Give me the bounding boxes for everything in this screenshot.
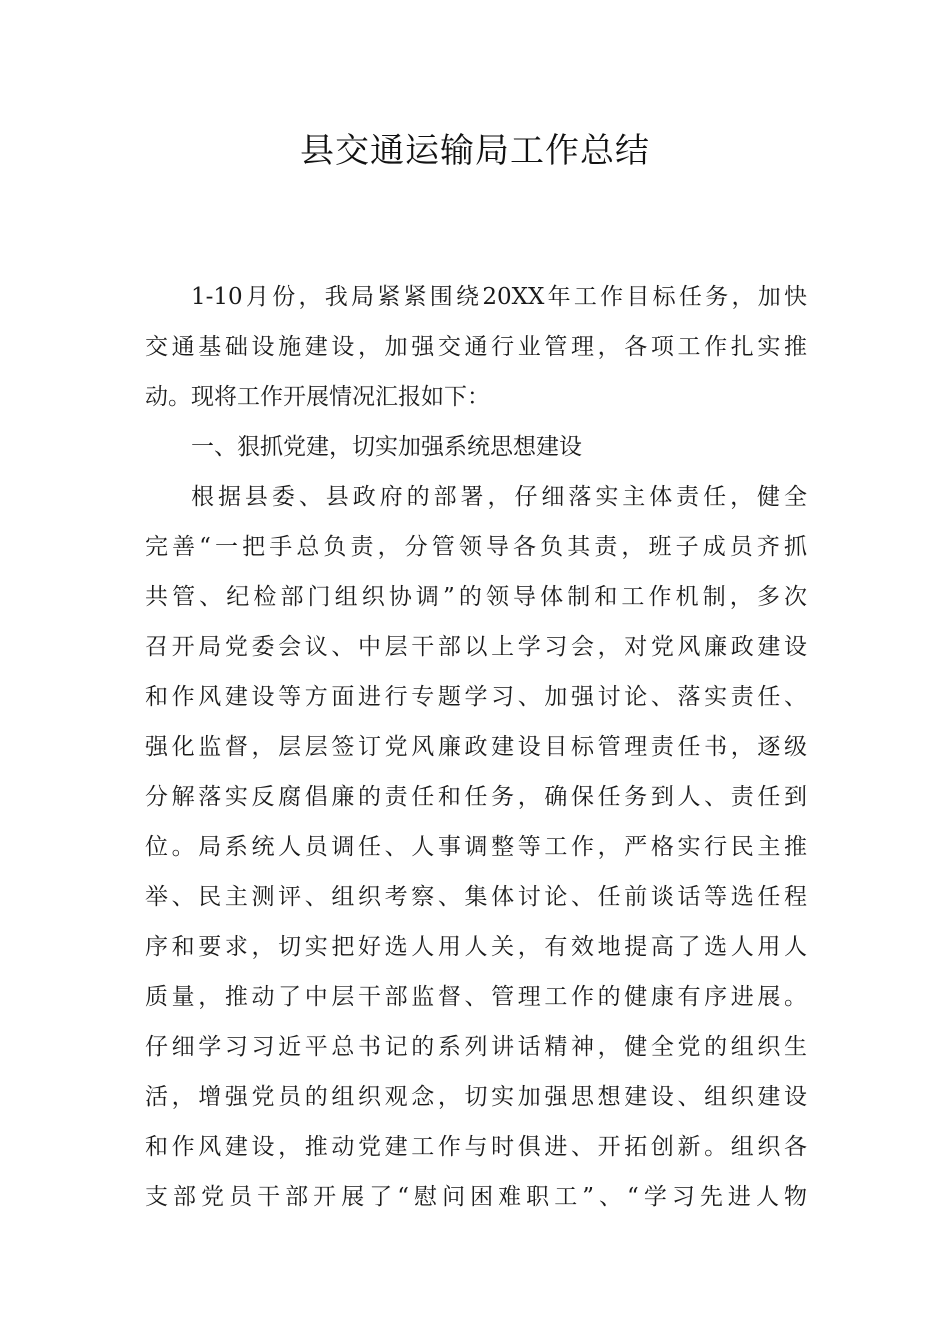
paragraph-line: 序和要求，切实把好选人用人关，有效地提高了选人用人: [145, 934, 807, 960]
document-body: [145, 272, 807, 1222]
paragraph-line: 共管、纪检部门组织协调”的领导体制和工作机制，多次: [145, 584, 807, 610]
paragraph-line: 强化监督，层层签订党风廉政建设目标管理责任书，逐级: [145, 734, 807, 760]
paragraph-line: 动。现将工作开展情况汇报如下：: [145, 384, 490, 410]
document-title: 县交通运输局工作总结: [300, 131, 650, 171]
paragraph-line: 分解落实反腐倡廉的责任和任务，确保任务到人、责任到: [145, 784, 807, 810]
paragraph-line: 和作风建设等方面进行专题学习、加强讨论、落实责任、: [145, 684, 807, 710]
section-heading: 一、狠抓党建，切实加强系统思想建设: [191, 434, 582, 460]
paragraph-line: 仔细学习习近平总书记的系列讲话精神，健全党的组织生: [145, 1034, 807, 1060]
paragraph-line: 交通基础设施建设，加强交通行业管理，各项工作扎实推: [145, 334, 807, 360]
paragraph-line: 位。局系统人员调任、人事调整等工作，严格实行民主推: [145, 834, 807, 860]
paragraph-line: 举、民主测评、组织考察、集体讨论、任前谈话等选任程: [145, 884, 807, 910]
paragraph-line: 完善“一把手总负责，分管领导各负其责，班子成员齐抓: [145, 534, 807, 560]
paragraph-line: 1-10月份，我局紧紧围绕20XX年工作目标任务，加快: [191, 284, 807, 310]
paragraph-line: 和作风建设，推动党建工作与时俱进、开拓创新。组织各: [145, 1134, 807, 1160]
paragraph-line: 质量，推动了中层干部监督、管理工作的健康有序进展。: [145, 984, 807, 1010]
paragraph-line: 根据县委、县政府的部署，仔细落实主体责任，健全: [191, 484, 807, 510]
paragraph-line: 活，增强党员的组织观念，切实加强思想建设、组织建设: [145, 1084, 807, 1110]
paragraph-line: 支部党员干部开展了“慰问困难职工”、“学习先进人物: [145, 1184, 807, 1210]
paragraph-line: 召开局党委会议、中层干部以上学习会，对党风廉政建设: [145, 634, 807, 660]
